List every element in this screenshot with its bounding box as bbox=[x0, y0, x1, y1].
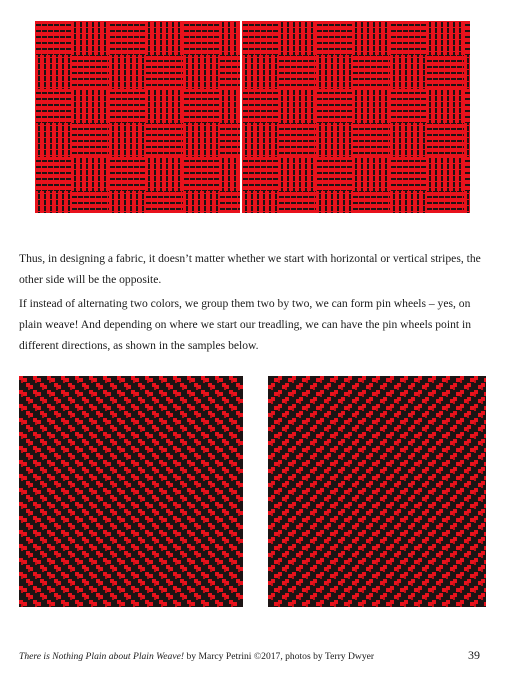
fabric-swatch-image bbox=[19, 376, 243, 607]
fabric-swatch-image bbox=[35, 21, 240, 213]
page-number: 39 bbox=[468, 648, 480, 662]
body-paragraph-pin-wheels: If instead of alternating two colors, we group them two by two, we can form pin wheels – yes, on plain weave! And depending on where we start our treadling, we can have the pin wheels point in different directions, as shown in the samples below. bbox=[19, 297, 472, 352]
fabric-photo-log-cabin-left bbox=[35, 21, 240, 213]
page-footer bbox=[19, 650, 477, 664]
fabric-swatch-image bbox=[242, 21, 470, 213]
fabric-swatch-image bbox=[268, 376, 486, 607]
fabric-photo-pinwheel-left bbox=[19, 376, 243, 607]
book-title: There is Nothing Plain about Plain Weave! bbox=[19, 651, 185, 662]
footer-by-text: by bbox=[184, 651, 199, 662]
body-paragraph-stripes: Thus, in designing a fabric, it doesn’t matter whether we start with horizontal or vertical stripes, the other side will be the opposite. bbox=[19, 252, 481, 286]
fabric-photo-pinwheel-right bbox=[268, 376, 486, 607]
fabric-photo-log-cabin-right bbox=[242, 21, 470, 213]
footer-credit: Marcy Petrini ©2017, photos by Terry Dwyer bbox=[198, 651, 375, 662]
